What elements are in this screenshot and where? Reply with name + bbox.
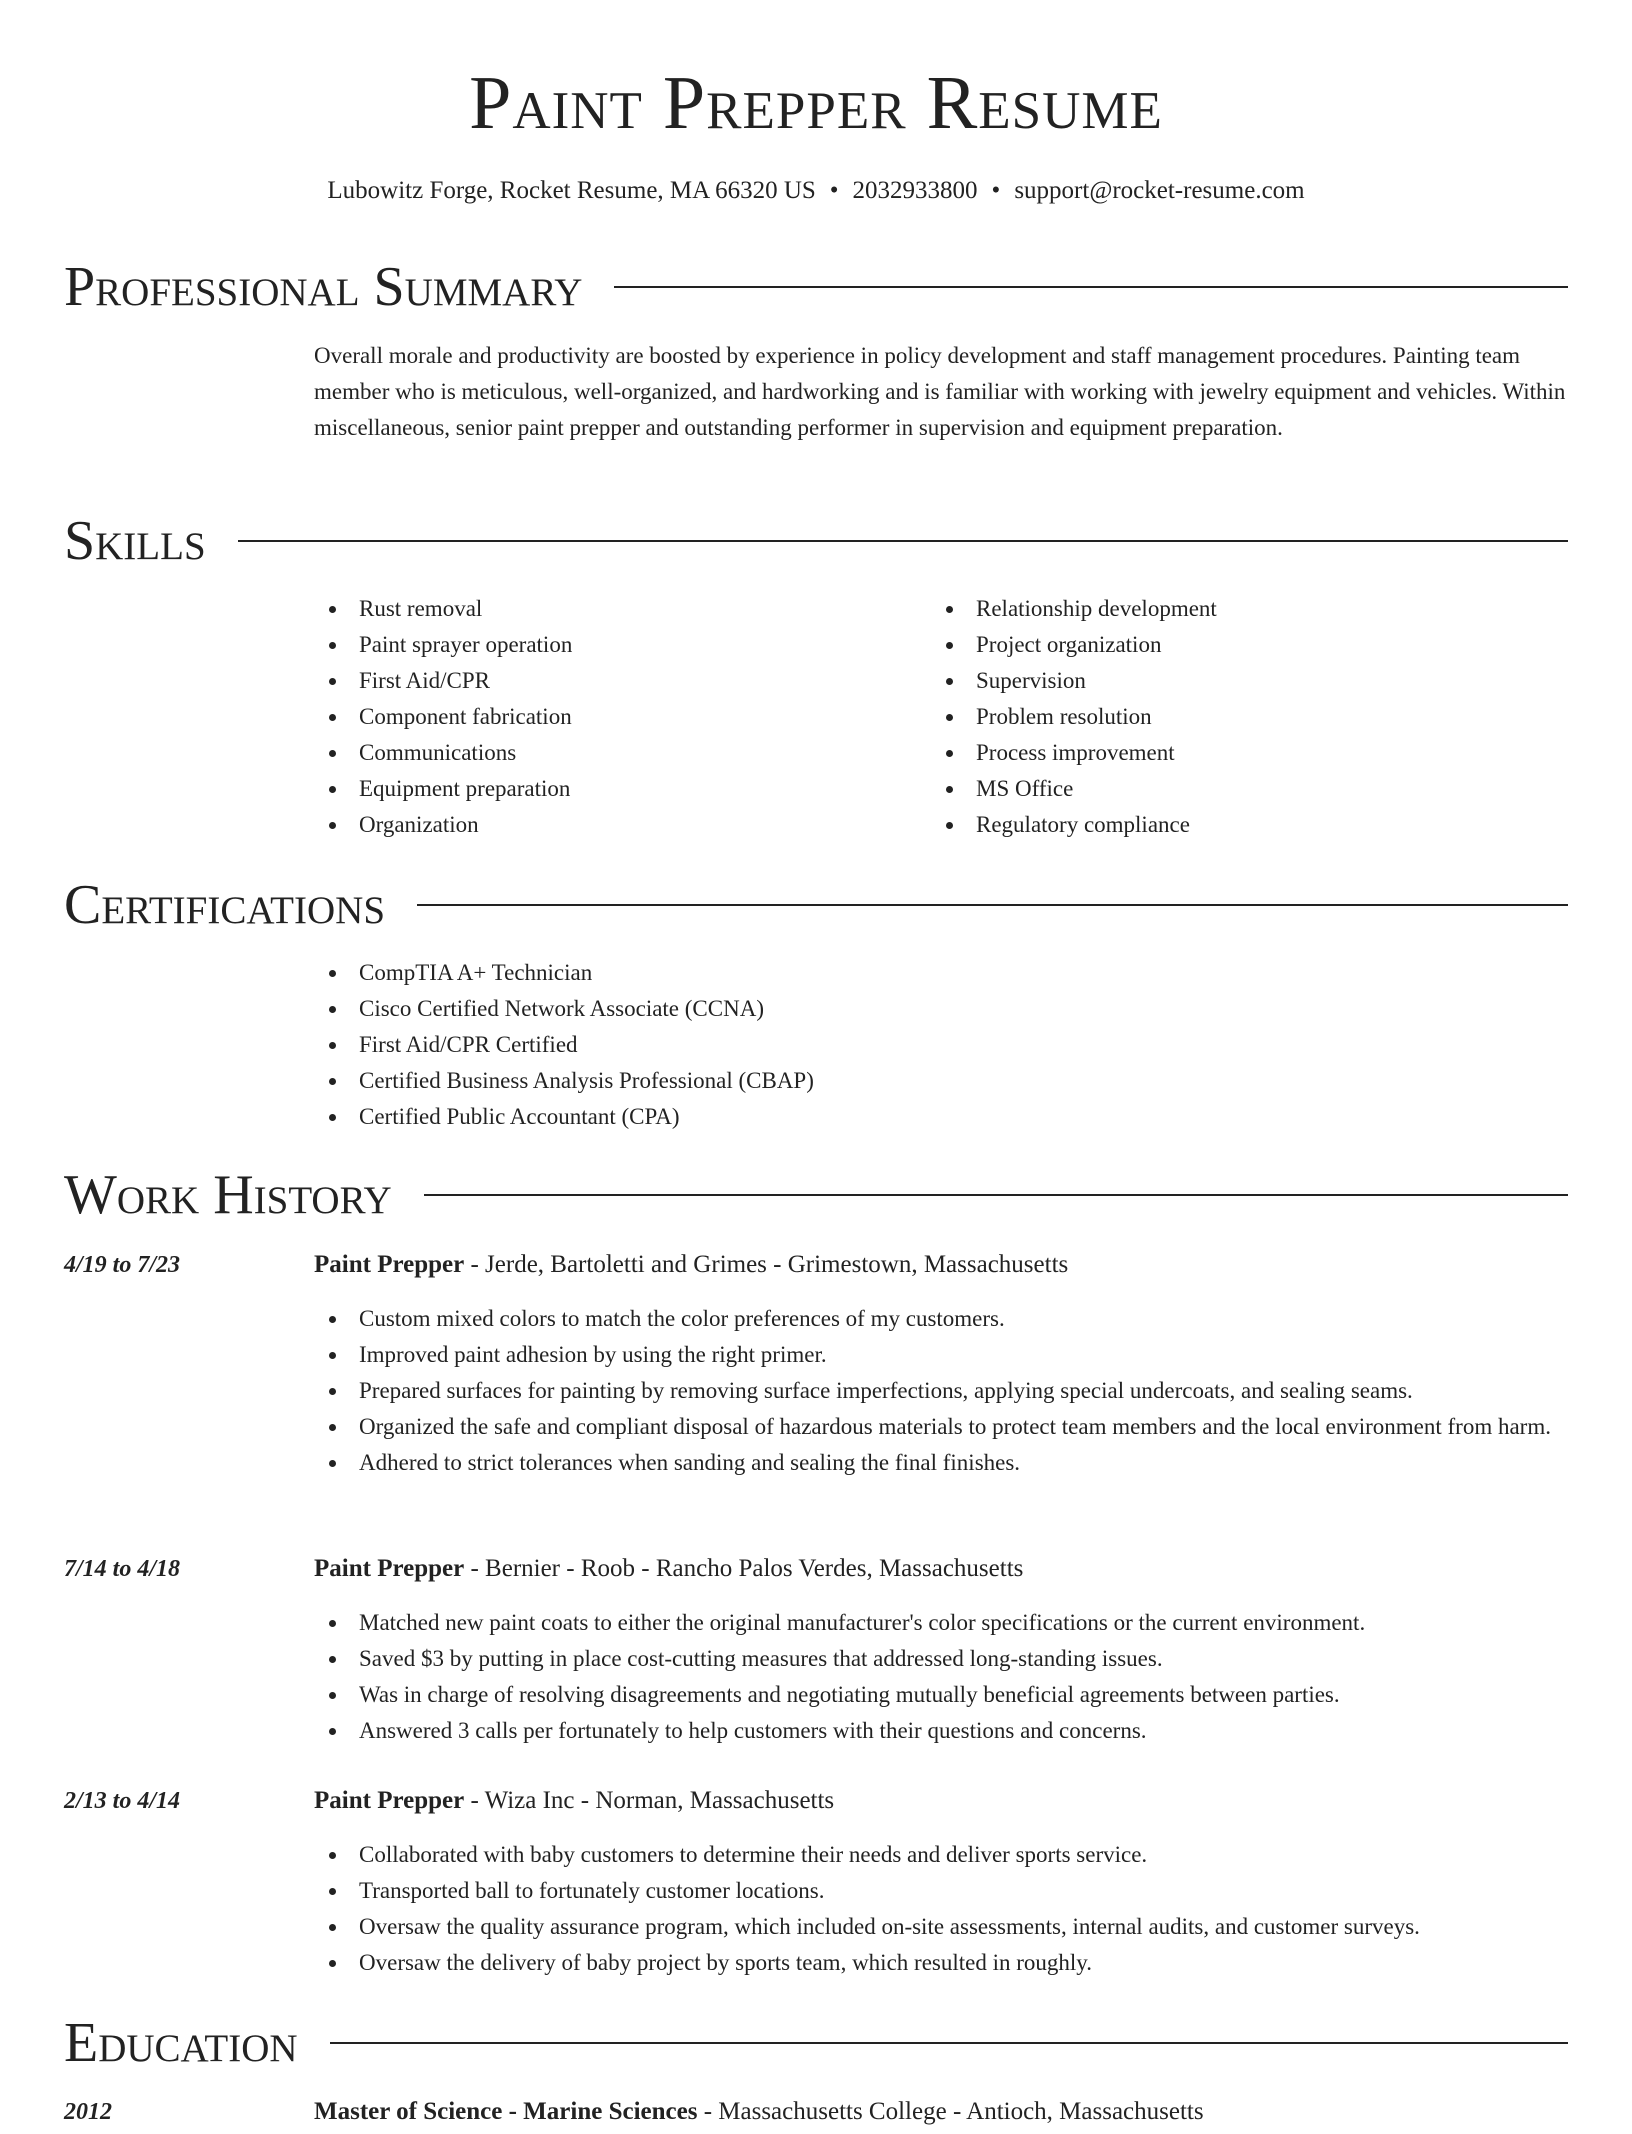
skill-item: Process improvement — [931, 735, 1217, 771]
job-dates: 4/19 to 7/23 — [64, 1252, 181, 1278]
skill-item: Regulatory compliance — [931, 807, 1217, 843]
skill-item: Problem resolution — [931, 699, 1217, 735]
skill-item: Rust removal — [314, 591, 572, 627]
education-entry — [64, 2094, 1568, 2134]
job-bullet: Improved paint adhesion by using the right primer. — [314, 1337, 1568, 1373]
skills-section-header — [64, 506, 1568, 576]
certification-item: First Aid/CPR Certified — [314, 1027, 814, 1063]
job-bullet: Transported ball to fortunately customer locations. — [314, 1873, 1568, 1909]
job-bullets — [314, 1837, 1568, 1981]
section-divider — [330, 2042, 1568, 2044]
job-company: - Jerde, Bartoletti and Grimes - Grimestown, Massachusetts — [470, 1251, 1069, 1278]
education-degree: Master of Science - Marine Sciences — [314, 2098, 698, 2125]
job-bullets — [314, 1605, 1568, 1749]
work-history-section-header — [64, 1160, 1568, 1230]
skills-list-left — [314, 591, 572, 843]
contact-address: Lubowitz Forge, Rocket Resume, MA 66320 US — [327, 177, 816, 204]
job-bullet: Organized the safe and compliant disposal of hazardous materials to protect team members and the local environment from harm. — [314, 1409, 1568, 1445]
job-company: - Wiza Inc - Norman, Massachusetts — [470, 1787, 835, 1814]
job-bullet: Collaborated with baby customers to determine their needs and deliver sports service. — [314, 1837, 1568, 1873]
education-heading: Education — [64, 2012, 298, 2074]
job-bullet: Prepared surfaces for painting by removing surface imperfections, applying special undercoats, and sealing seams. — [314, 1373, 1568, 1409]
work-history-heading: Work History — [64, 1164, 392, 1226]
certifications-heading: Certifications — [64, 874, 386, 936]
section-divider — [614, 286, 1568, 288]
summary-text: Overall morale and productivity are boosted by experience in policy development and staff management procedures. Painting team member who is meticulous, well-organized, and hardworking and is familiar with working with jewelry equipment and vehicles. Within miscellaneous, senior paint prepper and outstanding performer in supervision and equipment preparation. — [314, 343, 1566, 440]
section-divider — [238, 540, 1568, 542]
skill-item: Equipment preparation — [314, 771, 572, 807]
education-school: - Massachusetts College - Antioch, Massachusetts — [703, 2098, 1204, 2125]
contact-line — [0, 175, 1632, 207]
certification-item: CompTIA A+ Technician — [314, 955, 814, 991]
job-header — [314, 1783, 1568, 1819]
job-bullet: Oversaw the quality assurance program, which included on-site assessments, internal audits, and customer surveys. — [314, 1909, 1568, 1945]
job-company: - Bernier - Roob - Rancho Palos Verdes, Massachusetts — [470, 1555, 1024, 1582]
certification-item: Cisco Certified Network Associate (CCNA) — [314, 991, 814, 1027]
skill-item: Supervision — [931, 663, 1217, 699]
skill-item: First Aid/CPR — [314, 663, 572, 699]
skill-item: Communications — [314, 735, 572, 771]
job-bullet: Matched new paint coats to either the original manufacturer's color specifications or the current environment. — [314, 1605, 1568, 1641]
skills-heading: Skills — [64, 510, 206, 572]
certification-item: Certified Public Accountant (CPA) — [314, 1099, 814, 1135]
job-header — [314, 1551, 1568, 1587]
skills-list-right — [931, 591, 1217, 843]
skill-item: Component fabrication — [314, 699, 572, 735]
contact-separator: • — [829, 177, 839, 204]
section-divider — [417, 904, 1568, 906]
skill-item: Paint sprayer operation — [314, 627, 572, 663]
certifications-list — [314, 955, 814, 1135]
skill-item: Project organization — [931, 627, 1217, 663]
certification-item: Certified Business Analysis Professional (CBAP) — [314, 1063, 814, 1099]
job-dates: 2/13 to 4/14 — [64, 1788, 181, 1814]
job-header — [314, 1247, 1568, 1283]
education-header — [314, 2094, 1204, 2130]
job-title: Paint Prepper — [314, 1555, 465, 1582]
job-bullet: Custom mixed colors to match the color preferences of my customers. — [314, 1301, 1568, 1337]
certifications-section-header — [64, 870, 1568, 940]
job-title: Paint Prepper — [314, 1787, 465, 1814]
skill-item: Relationship development — [931, 591, 1217, 627]
section-divider — [424, 1194, 1568, 1196]
job-dates: 7/14 to 4/18 — [64, 1556, 181, 1582]
contact-separator: • — [991, 177, 1001, 204]
education-year: 2012 — [64, 2099, 112, 2125]
job-bullet: Saved $3 by putting in place cost-cutting measures that addressed long-standing issues. — [314, 1641, 1568, 1677]
job-bullet: Adhered to strict tolerances when sanding and sealing the final finishes. — [314, 1445, 1568, 1481]
skill-item: Organization — [314, 807, 572, 843]
resume-title: Paint Prepper Resume — [469, 61, 1163, 145]
contact-email: support@rocket-resume.com — [1014, 177, 1305, 204]
job-title: Paint Prepper — [314, 1251, 465, 1278]
job-bullet: Answered 3 calls per fortunately to help customers with their questions and concerns. — [314, 1713, 1568, 1749]
job-bullet: Was in charge of resolving disagreements and negotiating mutually beneficial agreements between parties. — [314, 1677, 1568, 1713]
contact-phone: 2032933800 — [852, 177, 978, 204]
job-bullet: Oversaw the delivery of baby project by sports team, which resulted in roughly. — [314, 1945, 1568, 1981]
skill-item: MS Office — [931, 771, 1217, 807]
summary-section-header — [64, 252, 1568, 322]
summary-heading: Professional Summary — [64, 256, 583, 318]
job-bullets — [314, 1301, 1568, 1481]
education-section-header — [64, 2008, 1568, 2078]
